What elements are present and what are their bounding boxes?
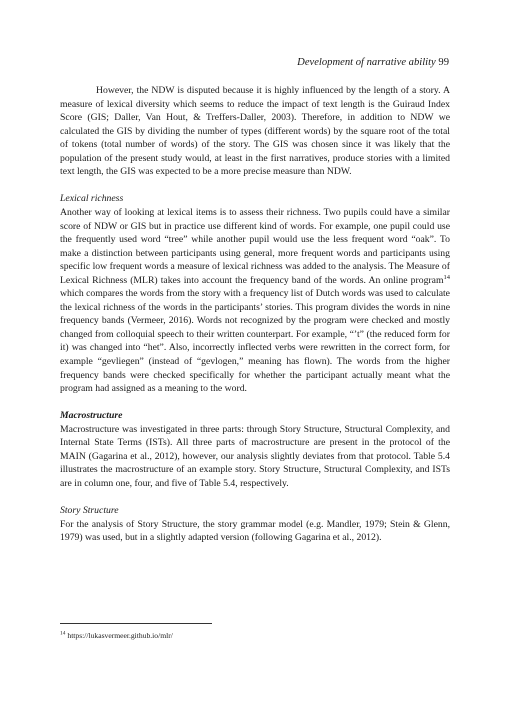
- spacer: [60, 396, 450, 410]
- page-number: 99: [438, 57, 449, 68]
- paragraph-lexical-richness-part1: Another way of looking at lexical items is to assess their richness. Two pupils could have a similar score of NDW or GIS but in practice use different kind of words. For example, one pupil could use the frequently used word “tree” while another pupil would use the less frequent word “oak”. To make a distinction between participants using general, more frequent words and participants using specific low frequent words a measure of lexical richness was added to the analysis. The Measure of Lexical Richness (MLR) takes into account the frequency band of the words. An online program: [60, 206, 450, 286]
- heading-macrostructure: Macrostructure: [60, 410, 123, 422]
- footnote-url[interactable]: https://lukasvermeer.github.io/mlr/: [65, 631, 173, 640]
- paragraph-macrostructure: Macrostructure was investigated in three parts: through Story Structure, Structural Complexity, and Internal State Terms (ISTs). All three parts of macrostructure are present in the protocol of the MAIN (Gagarina et al., 2012), however, our analysis slightly deviates from that protocol. Table 5.4 illustrates the macrostructure of an example story. Story Structure, Structural Complexity, and ISTs are in column one, four, and five of Table 5.4, respectively.: [60, 423, 450, 489]
- spacer: [60, 179, 450, 193]
- footnote-divider: [60, 623, 212, 624]
- paragraph-story-structure: For the analysis of Story Structure, the story grammar model (e.g. Mandler, 1979; Stein & Glenn, 1979) was used, but in a slightly adapted version (following Gagarina et al., 2012).: [60, 518, 450, 544]
- paragraph-lexical-richness-part2: which compares the words from the story with a frequency list of Dutch words was used to calculate the lexical richness of the words in the participants’ stories. This program divides the words in nine frequency bands (Vermeer, 2016). Words not recognized by the program were checked and mostly changed from colloquial speech to their written counterpart. For example, “’t” (the reduced form for it) was changed into “het”. Also, incorrectly inflected verbs were rewritten in the correct form, for example “gevliegen” (instead of “gevlogen,” meaning has flown). The words from the higher frequency bands were checked specifically for whether the participant actually meant what the program had assigned as a meaning to the word.: [60, 288, 450, 395]
- heading-story-structure: Story Structure: [60, 505, 119, 517]
- footnote: [60, 631, 173, 640]
- running-head: [297, 57, 449, 68]
- footnote-mark: 14: [60, 630, 66, 637]
- spacer: [60, 491, 450, 505]
- footnote-reference[interactable]: 14: [443, 273, 450, 281]
- body-text: [60, 84, 450, 545]
- heading-lexical-richness: Lexical richness: [60, 193, 124, 205]
- running-head-title: Development of narrative ability: [297, 57, 436, 68]
- paragraph-lexical-richness: [60, 206, 450, 396]
- paragraph-ndw-gis: However, the NDW is disputed because it is highly influenced by the length of a story. A measure of lexical diversity which seems to reduce the impact of text length is the Guiraud Index Score (GIS; Daller, Van Hout, & Treffers-Daller, 2003). Therefore, in addition to NDW we calculated the GIS by dividing the number of types (different words) by the square root of the total of tokens (total number of words) of the story. The GIS was chosen since it was likely that the population of the present study would, at least in the first narratives, produce stories with a limited text length, the GIS was expected to be a more precise measure than NDW.: [60, 85, 450, 178]
